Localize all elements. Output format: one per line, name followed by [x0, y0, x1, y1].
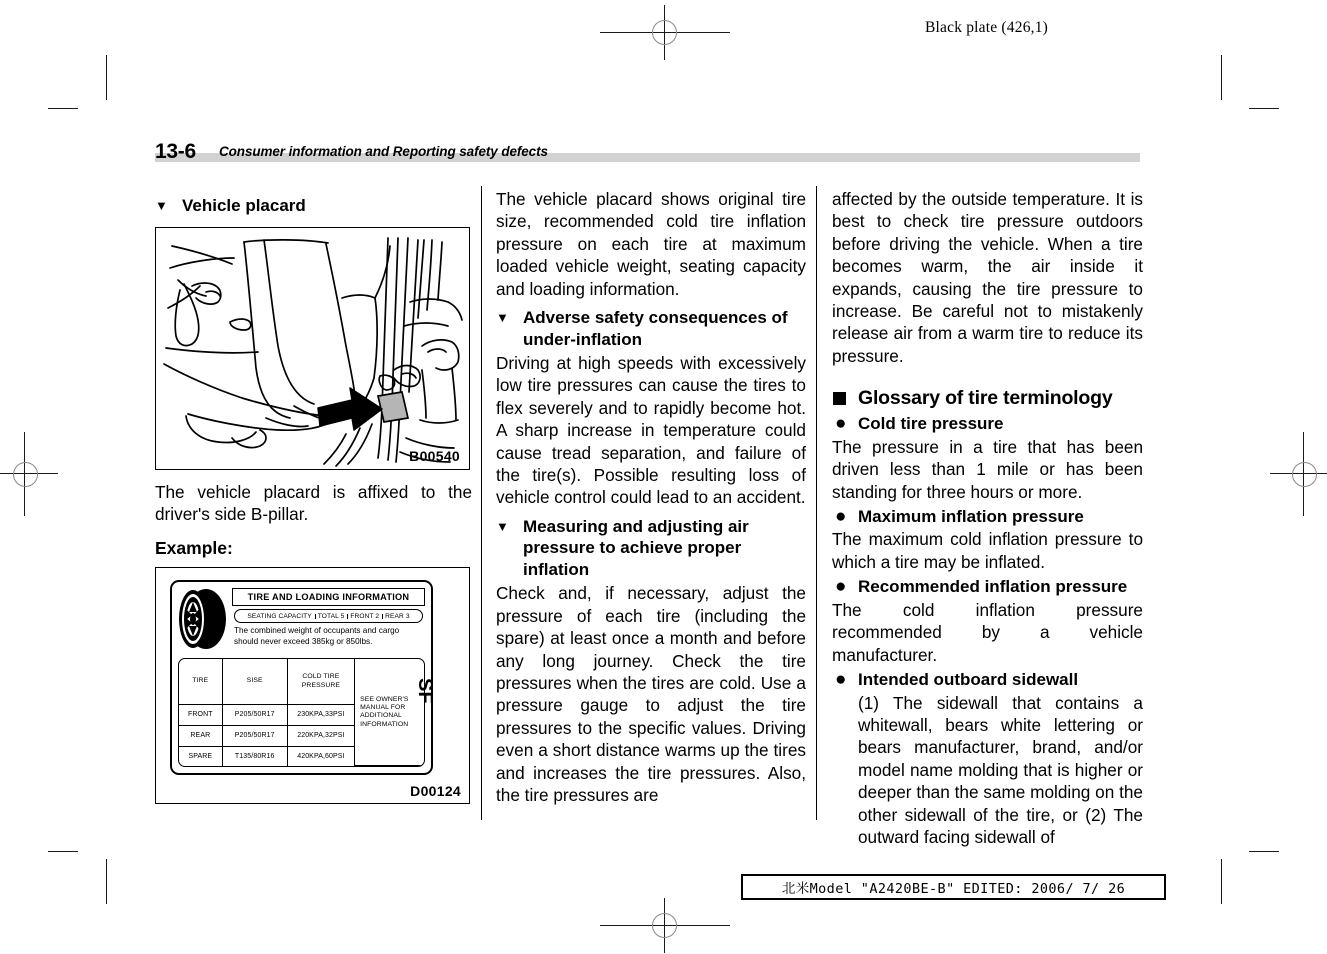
cell-front-pressure: 230KPA,33PSI	[287, 704, 354, 725]
heading-vehicle-placard	[155, 195, 472, 217]
bullet-marker-icon: ●	[835, 505, 847, 527]
glossary-term-label: Cold tire pressure	[858, 414, 1004, 434]
middle-column	[496, 188, 806, 806]
heading-measuring-adjusting-label: Measuring and adjusting air pressure to achieve proper inflation	[523, 516, 749, 579]
black-plate-label: Black plate (426,1)	[925, 19, 1049, 36]
seat-bpillar-line-drawing	[156, 228, 469, 469]
page-header	[155, 140, 1145, 164]
crop-mark-bottom-left	[48, 845, 113, 905]
header-cold-tire-pressure: COLD TIRE PRESSURE	[287, 659, 354, 704]
square-marker-icon	[833, 392, 846, 405]
glossary-term-maximum-inflation-pressure	[832, 506, 1143, 528]
header-size: SISE	[222, 659, 287, 704]
figure-id-b00540: B00540	[409, 447, 460, 464]
bullet-marker-icon: ●	[835, 576, 847, 598]
glossary-term-cold-tire-pressure	[832, 413, 1143, 435]
heading-vehicle-placard-label: Vehicle placard	[182, 196, 306, 215]
glossary-term-label: Recommended inflation pressure	[858, 577, 1128, 597]
placard-top-section	[172, 582, 431, 656]
paragraph-placard-shows: The vehicle placard shows original tire size, recommended cold tire inflation pressure on each tire at maximum loaded vehicle weight, seating capacity and loading information.	[496, 189, 806, 299]
cell-rear-tire: REAR	[179, 725, 222, 746]
glossary-definition-recommended-inflation-pressure: The cold inflation pressure recommended by a vehicle manufacturer.	[832, 599, 1143, 665]
placard-tag-highlight	[378, 392, 408, 422]
cell-rear-pressure: 220KPA,32PSI	[287, 725, 354, 746]
column-divider-1	[481, 186, 482, 820]
crop-mark-bottom-right	[1215, 845, 1280, 905]
heading-glossary-label: Glossary of tire terminology	[858, 387, 1113, 410]
placard-corner-mark-sf: SF	[414, 678, 436, 704]
heading-adverse-safety-consequences-label: Adverse safety consequences of under-inflation	[523, 308, 788, 349]
left-column	[155, 188, 472, 804]
paragraph-outside-temperature: affected by the outside temperature. It is best to check tire pressure outdoors before driving the vehicle. When a tire becomes warm, the air inside it expands, causing the tire pressure to increase. Be careful not to mistakenly release air from a warm tire to reduce its pressure.	[832, 189, 1143, 366]
table-header-row	[179, 659, 424, 704]
heading-glossary-of-tire-terminology	[832, 387, 1143, 410]
glossary-definition-cold-tire-pressure: The pressure in a tire that has been driven less than 1 mile or has been standing for three hours or more.	[832, 436, 1143, 502]
bullet-marker-icon: ●	[835, 669, 847, 690]
registration-mark-left	[0, 432, 58, 516]
page-number: 13-6	[155, 140, 196, 163]
registration-mark-bottom	[600, 898, 730, 953]
seating-capacity-label: SEATING CAPACITY	[247, 612, 312, 620]
registration-mark-top	[600, 5, 730, 60]
glossary-term-intended-outboard-sidewall	[832, 669, 1143, 691]
cell-front-tire: FRONT	[179, 704, 222, 725]
chapter-title: Consumer information and Reporting safety defects	[219, 144, 548, 159]
paragraph-placard-location: The vehicle placard is affixed to the driver's side B-pillar.	[155, 481, 472, 524]
cell-spare-size: T135/80R16	[222, 746, 287, 766]
glossary-term-recommended-inflation-pressure	[832, 576, 1143, 598]
cell-rear-size: P205/50R17	[222, 725, 287, 746]
right-column	[832, 188, 1143, 848]
placard-weight-notice: The combined weight of occupants and cargo should never exceed 385kg or 850lbs.	[234, 626, 400, 646]
triangle-marker-icon: ▼	[496, 518, 509, 534]
figure-tire-loading-placard	[155, 567, 470, 804]
seating-capacity-front: FRONT 2	[347, 613, 382, 620]
figure-seat-illustration	[155, 227, 470, 470]
seating-capacity-total: TOTAL 5	[315, 613, 348, 620]
heading-example: Example:	[155, 538, 233, 559]
heading-adverse-safety-consequences	[496, 307, 806, 350]
placard-owners-manual-note: SEE OWNER'S MANUAL FOR ADDITIONAL INFORMATION	[355, 659, 424, 766]
tire-wheel-icon	[178, 588, 228, 650]
glossary-term-label: Maximum inflation pressure	[858, 506, 1084, 526]
crop-mark-top-right	[1215, 55, 1280, 115]
glossary-definition-intended-outboard-sidewall: (1) The sidewall that contains a whitewall, bears white lettering or bears manufacturer, brand, and/or model name molding that is higher or deeper than the same molding on the other sidewall of the tire, or (2) The outward facing sidewall of	[858, 692, 1143, 847]
cell-spare-tire: SPARE	[179, 746, 222, 766]
placard-seating-capacity	[234, 609, 423, 623]
paragraph-check-adjust: Check and, if necessary, adjust the pressure of each tire (including the spare) at least once a month and before any long journey. Check the tire pressures when the tires are cold. Use a pressure gauge to adjust the tire pressures to the specific values. Driving even a short distance warms up the tires and increases the tire pressures. Also, the tire pressures are	[496, 583, 806, 806]
footer-edit-stamp: 北米Model "A2420BE-B" EDITED: 2006/ 7/ 26	[741, 874, 1166, 900]
glossary-term-label: Intended outboard sidewall	[858, 670, 1079, 689]
glossary-definition-maximum-inflation-pressure: The maximum cold inflation pressure to which a tire may be inflated.	[832, 529, 1143, 572]
triangle-marker-icon: ▼	[155, 198, 168, 213]
figure-id-d00124: D00124	[410, 783, 461, 800]
placard-pressure-table	[178, 658, 425, 767]
heading-measuring-adjusting	[496, 516, 806, 581]
seating-capacity-rear: REAR 3	[382, 613, 412, 620]
cell-front-size: P205/50R17	[222, 704, 287, 725]
header-tire: TIRE	[179, 659, 222, 704]
column-divider-2	[816, 186, 817, 820]
cell-spare-pressure: 420KPA,60PSI	[287, 746, 354, 766]
crop-mark-top-left	[48, 55, 113, 115]
bullet-marker-icon: ●	[835, 413, 847, 435]
placard-body	[170, 580, 433, 775]
placard-title: TIRE AND LOADING INFORMATION	[232, 588, 425, 606]
registration-mark-right	[1270, 432, 1327, 516]
paragraph-under-inflation: Driving at high speeds with excessively low tire pressures can cause the tires to flex severely and to rapidly become hot. A sharp increase in temperature could cause tread separation, and failure of the tire(s). Possible resulting loss of vehicle control could lead to an accident.	[496, 353, 806, 508]
triangle-marker-icon: ▼	[496, 310, 509, 326]
